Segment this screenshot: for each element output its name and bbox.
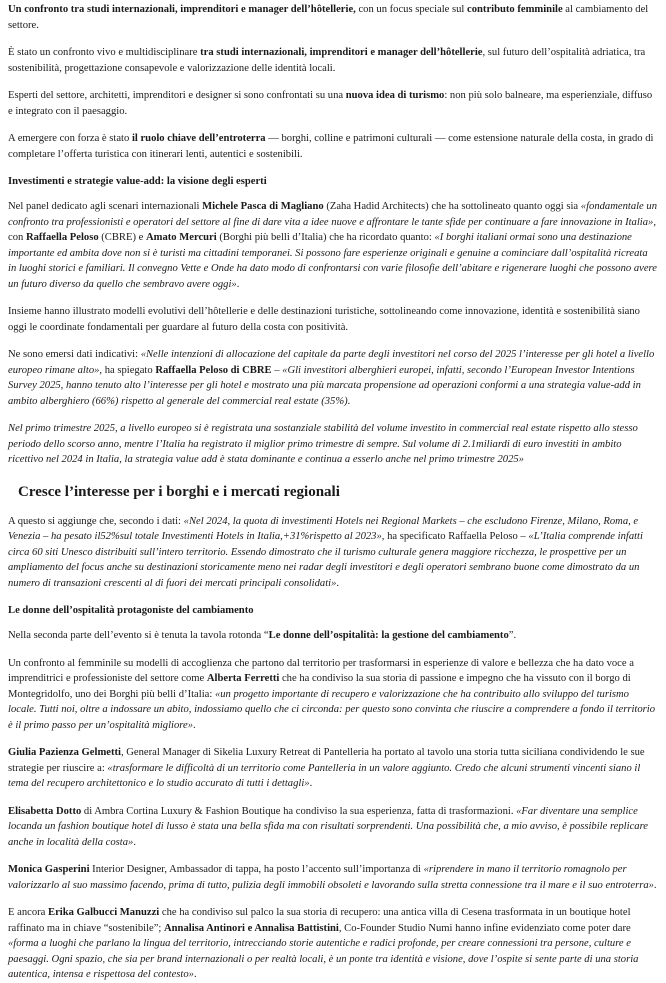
text-span: Nel panel dedicato agli scenari internazionali xyxy=(8,201,203,212)
text-span: . xyxy=(133,836,136,848)
bold-text: Erika Galbucci Manuzzi xyxy=(48,907,160,918)
bold-text: il ruolo chiave dell’entroterra xyxy=(131,133,266,144)
paragraph xyxy=(8,628,658,644)
text-span: al cambiamento del settore. xyxy=(8,4,649,31)
quote-text: «Far diventare una semplice locanda un fashion boutique hotel di lusso è stata una bella sfida ma con risultati sorprendenti. Una possibilità che, a mio avviso, è possibile replicare anche in località della costa» xyxy=(8,805,648,848)
bold-text: Raffaella Peloso di CBRE xyxy=(155,364,272,376)
text-span: Nella seconda parte dell’evento si è tenuta la tavola rotonda “ xyxy=(8,630,269,641)
text-span: . xyxy=(236,278,240,290)
text-span: . xyxy=(336,577,340,589)
text-span: , General Manager di Sikelia Luxury Retreat di Pantelleria ha portato al tavolo una storia tutta siciliana condividendo le sue strategie per riuscire a: xyxy=(8,747,645,774)
text-span: di Ambra Cortina Luxury & Fashion Boutique ha condiviso la sua esperienza, fatta di trasformazioni. xyxy=(81,805,517,817)
text-span: (Borghi più belli d’Italia) che ha ricordato quanto: xyxy=(216,232,435,243)
text-span: A emergere con forza è stato xyxy=(8,133,132,144)
text-span: E ancora xyxy=(8,907,48,918)
text-span: . xyxy=(309,778,313,789)
text-span: A questo si aggiunge che, secondo i dati: xyxy=(8,515,184,527)
quote-text: «forma a luoghi che parlano la lingua del territorio, intrecciando storie autentiche e radici profonde, per creare connessioni tra persone, culture e paesaggi. Ogni spazio, che sia per brand internazionali o per realtà locali, è un ponte tra identità e visione, dove l’ospite si sente parte di una storia autentica, intensa e rispettosa del contesto» xyxy=(8,938,639,980)
bold-text: nuova idea di turismo xyxy=(345,90,445,101)
bold-text: Amato Mercuri xyxy=(146,232,217,243)
text-span: : non più solo balneare, ma esperienziale, diffuso e integrato con il paesaggio. xyxy=(8,90,653,117)
text-span: che ha condiviso sul palco la sua storia di recupero: una antica villa di Cesena trasformata in un boutique hotel raffinato ma in chiave “sostenibile”; xyxy=(8,907,631,934)
bold-text: Michele Pasca di Magliano xyxy=(202,201,324,212)
paragraph xyxy=(8,45,658,76)
text-span: , sul futuro dell’ospitalità adriatica, tra sostenibilità, progettazione consapevole e valorizzazione delle identità locali. xyxy=(8,47,646,74)
text-span: . xyxy=(193,719,196,731)
paragraph xyxy=(8,199,658,292)
text-span: . xyxy=(653,879,657,891)
quote-text: «fondamentale un confronto tra professionisti e operatori del settore al fine di dare vita a idee nuove e affrontare le tante sfide per continuare a fare innovazione in Italia» xyxy=(8,201,658,228)
paragraph xyxy=(8,905,658,983)
text-span: , Co-Founder Studio Numi hanno infine evidenziato come poter dare xyxy=(338,922,631,934)
text-span: È stato un confronto vivo e multidisciplinare xyxy=(8,47,201,58)
lead-bold-text: Un confronto tra studi internazionali, imprenditori e manager dell’hôtellerie, xyxy=(8,4,356,15)
quote-text: «riprendere in mano il territorio romagnolo per valorizzarlo al suo massimo facendo, prima di tutto, pulizia degli immobili obsoleti e lavorando sulla stretta connessione tra il mare e il suo entroterra» xyxy=(8,864,654,891)
text-span: Un confronto al femminile su modelli di accoglienza che partono dal territorio per trasformarsi in esperienze di valore e bellezza che ha dato voce a imprenditrici e professioniste del settore come xyxy=(8,657,634,684)
text-span: (Zaha Hadid Architects) che ha sottolineato quanto oggi sia xyxy=(323,201,581,212)
text-span: Ne sono emersi dati indicativi: xyxy=(8,349,141,360)
bold-text: Giulia Pazienza Gelmetti xyxy=(8,747,121,758)
text-span: , ha spiegato xyxy=(99,364,156,376)
paragraph xyxy=(8,804,658,851)
paragraph xyxy=(8,131,658,162)
bold-text: Annalisa Antinori e Annalisa Battistini xyxy=(164,922,339,934)
paragraph xyxy=(8,656,658,734)
paragraph xyxy=(8,88,658,119)
quote-text: Nel primo trimestre 2025, a livello europeo si è registrata una sostanziale stabilità del volume investito in commercial real estate rispetto allo stesso periodo dello scorso anno, mentre l’Italia ha registrato il miglior primo trimestre di sempre. Sul volume di 2.1miliardi di euro investiti in ambito ricettivo nel 2024 in Italia, la strategia value add è stata dominante e continua a esserlo anche nel primo trimestre 2025» xyxy=(8,423,638,465)
lead-paragraph xyxy=(8,2,658,33)
section-heading-borghi: Cresce l’interesse per i borghi e i mercati regionali xyxy=(18,483,340,500)
text-span: . xyxy=(193,969,197,980)
bold-text: contributo femminile xyxy=(467,4,563,15)
quote-text: «Nel 2024, la quota di investimenti Hotels nei Regional Markets – che escludono Firenze, Milano, Roma, e Venezia – ha pesato il52%sul totale Investimenti Hotels in Italia,+31%rispetto al 2023» xyxy=(8,515,639,542)
paragraph: Insieme hanno illustrato modelli evolutivi dell’hôtellerie e delle destinazioni turistiche, sottolineando come innovazione, identità e sostenibilità siano oggi le coordinate fondamentali per guardare al futuro della costa con positività. xyxy=(8,306,640,333)
quote-paragraph xyxy=(8,421,658,468)
text-span: — borghi, colline e patrimoni culturali — come estensione naturale della costa, in grado di completare l’offerta turistica con itinerari lenti, autentici e sostenibili. xyxy=(8,133,654,160)
text-span: ”. xyxy=(508,630,517,641)
text-span: (CBRE) e xyxy=(98,232,146,243)
bold-text: tra studi internazionali, imprenditori e manager dell’hôtellerie xyxy=(200,47,483,58)
subheading-donne: Le donne dell’ospitalità protagoniste del cambiamento xyxy=(8,605,254,616)
quote-text: «Nelle intenzioni di allocazione del capitale da parte degli investitori nel corso del 2025 l’interesse per gli hotel a livello europeo rimane alto» xyxy=(8,349,655,376)
quote-text: «un progetto importante di recupero e valorizzazione che ha contribuito allo sviluppo del turismo locale. Tutti noi, oltre a indossare un abito, indossiamo quello che ci circonda: per questo sono convinta che riuscire a comprendere a fondo il territorio è il primo passo per un’ospitalità migliore» xyxy=(8,688,656,731)
quote-text: «L’Italia comprende infatti circa 60 siti Unesco distribuiti sull’intero territorio. Essendo dimostrato che il turismo culturale genera maggiore ricchezza, le prospettive per un ampliamento del focus anche su destinazioni storicamente meno nei radar degli investitori e degli operatori sembrano buone come dimostrato da un numero di transazioni crescenti al di fuori dei mercati principali consolidati» xyxy=(8,531,643,589)
quote-text: «I borghi italiani ormai sono una destinazione importante ed ambita dove non si è turisti ma cittadini temporanei. Si possono fare esperienze originali e genuine a cominciare dall’ospitalità ricreata in luoghi storici e familiari. Il convegno Vette e Onde ha dato modo di confrontarsi con varie filosofie dell’abitare e rigenerare luoghi che possono avere un futuro diverso da quello che sembravo avere oggi» xyxy=(8,232,657,290)
bold-text: Le donne dell’ospitalità: la gestione del cambiamento xyxy=(268,630,509,641)
bold-text: Monica Gasperini xyxy=(8,864,90,875)
paragraph xyxy=(8,862,658,893)
text-span: , ha specificato Raffaella Peloso – xyxy=(381,531,529,542)
paragraph xyxy=(8,514,658,592)
text-span: Esperti del settore, architetti, imprenditori e designer si sono confrontati su una xyxy=(8,90,346,101)
quote-text: «Gli investitori alberghieri europei, infatti, secondo l’European Investor Intentions Survey 2025, hanno tenuto alto l’interesse per gli hotel e mostrato una più marcata propensione ad operazioni conformi a una strategia value-add in ambito alberghiero (66%) rispetto al generale del commercial real estate (35%). xyxy=(8,364,641,407)
text-span: – xyxy=(271,364,283,376)
paragraph xyxy=(8,745,658,792)
bold-text: Raffaella Peloso xyxy=(25,232,99,243)
text-span: Interior Designer, Ambassador di tappa, ha posto l’accento sull’importanza di xyxy=(89,864,424,875)
quote-text: «trasformare le difficoltà di un territorio come Pantelleria in un valore aggiunto. Credo che alcuni strumenti vincenti siano il tema del recupero architettonico e lo studio accurato di tutti i dettagli» xyxy=(8,762,641,789)
text-span: , con xyxy=(8,216,656,243)
subheading-investimenti: Investimenti e strategie value-add: la visione degli esperti xyxy=(8,176,267,187)
bold-text: Elisabetta Dotto xyxy=(8,805,82,817)
text-span: che ha condiviso la sua storia di passione e impegno che ha vissuto con il borgo di Montegridolfo, uno dei Borghi più belli d’Italia: xyxy=(8,673,631,700)
paragraph xyxy=(8,347,658,409)
bold-text: Alberta Ferretti xyxy=(206,673,280,684)
text-span: con un focus speciale sul xyxy=(355,4,468,15)
